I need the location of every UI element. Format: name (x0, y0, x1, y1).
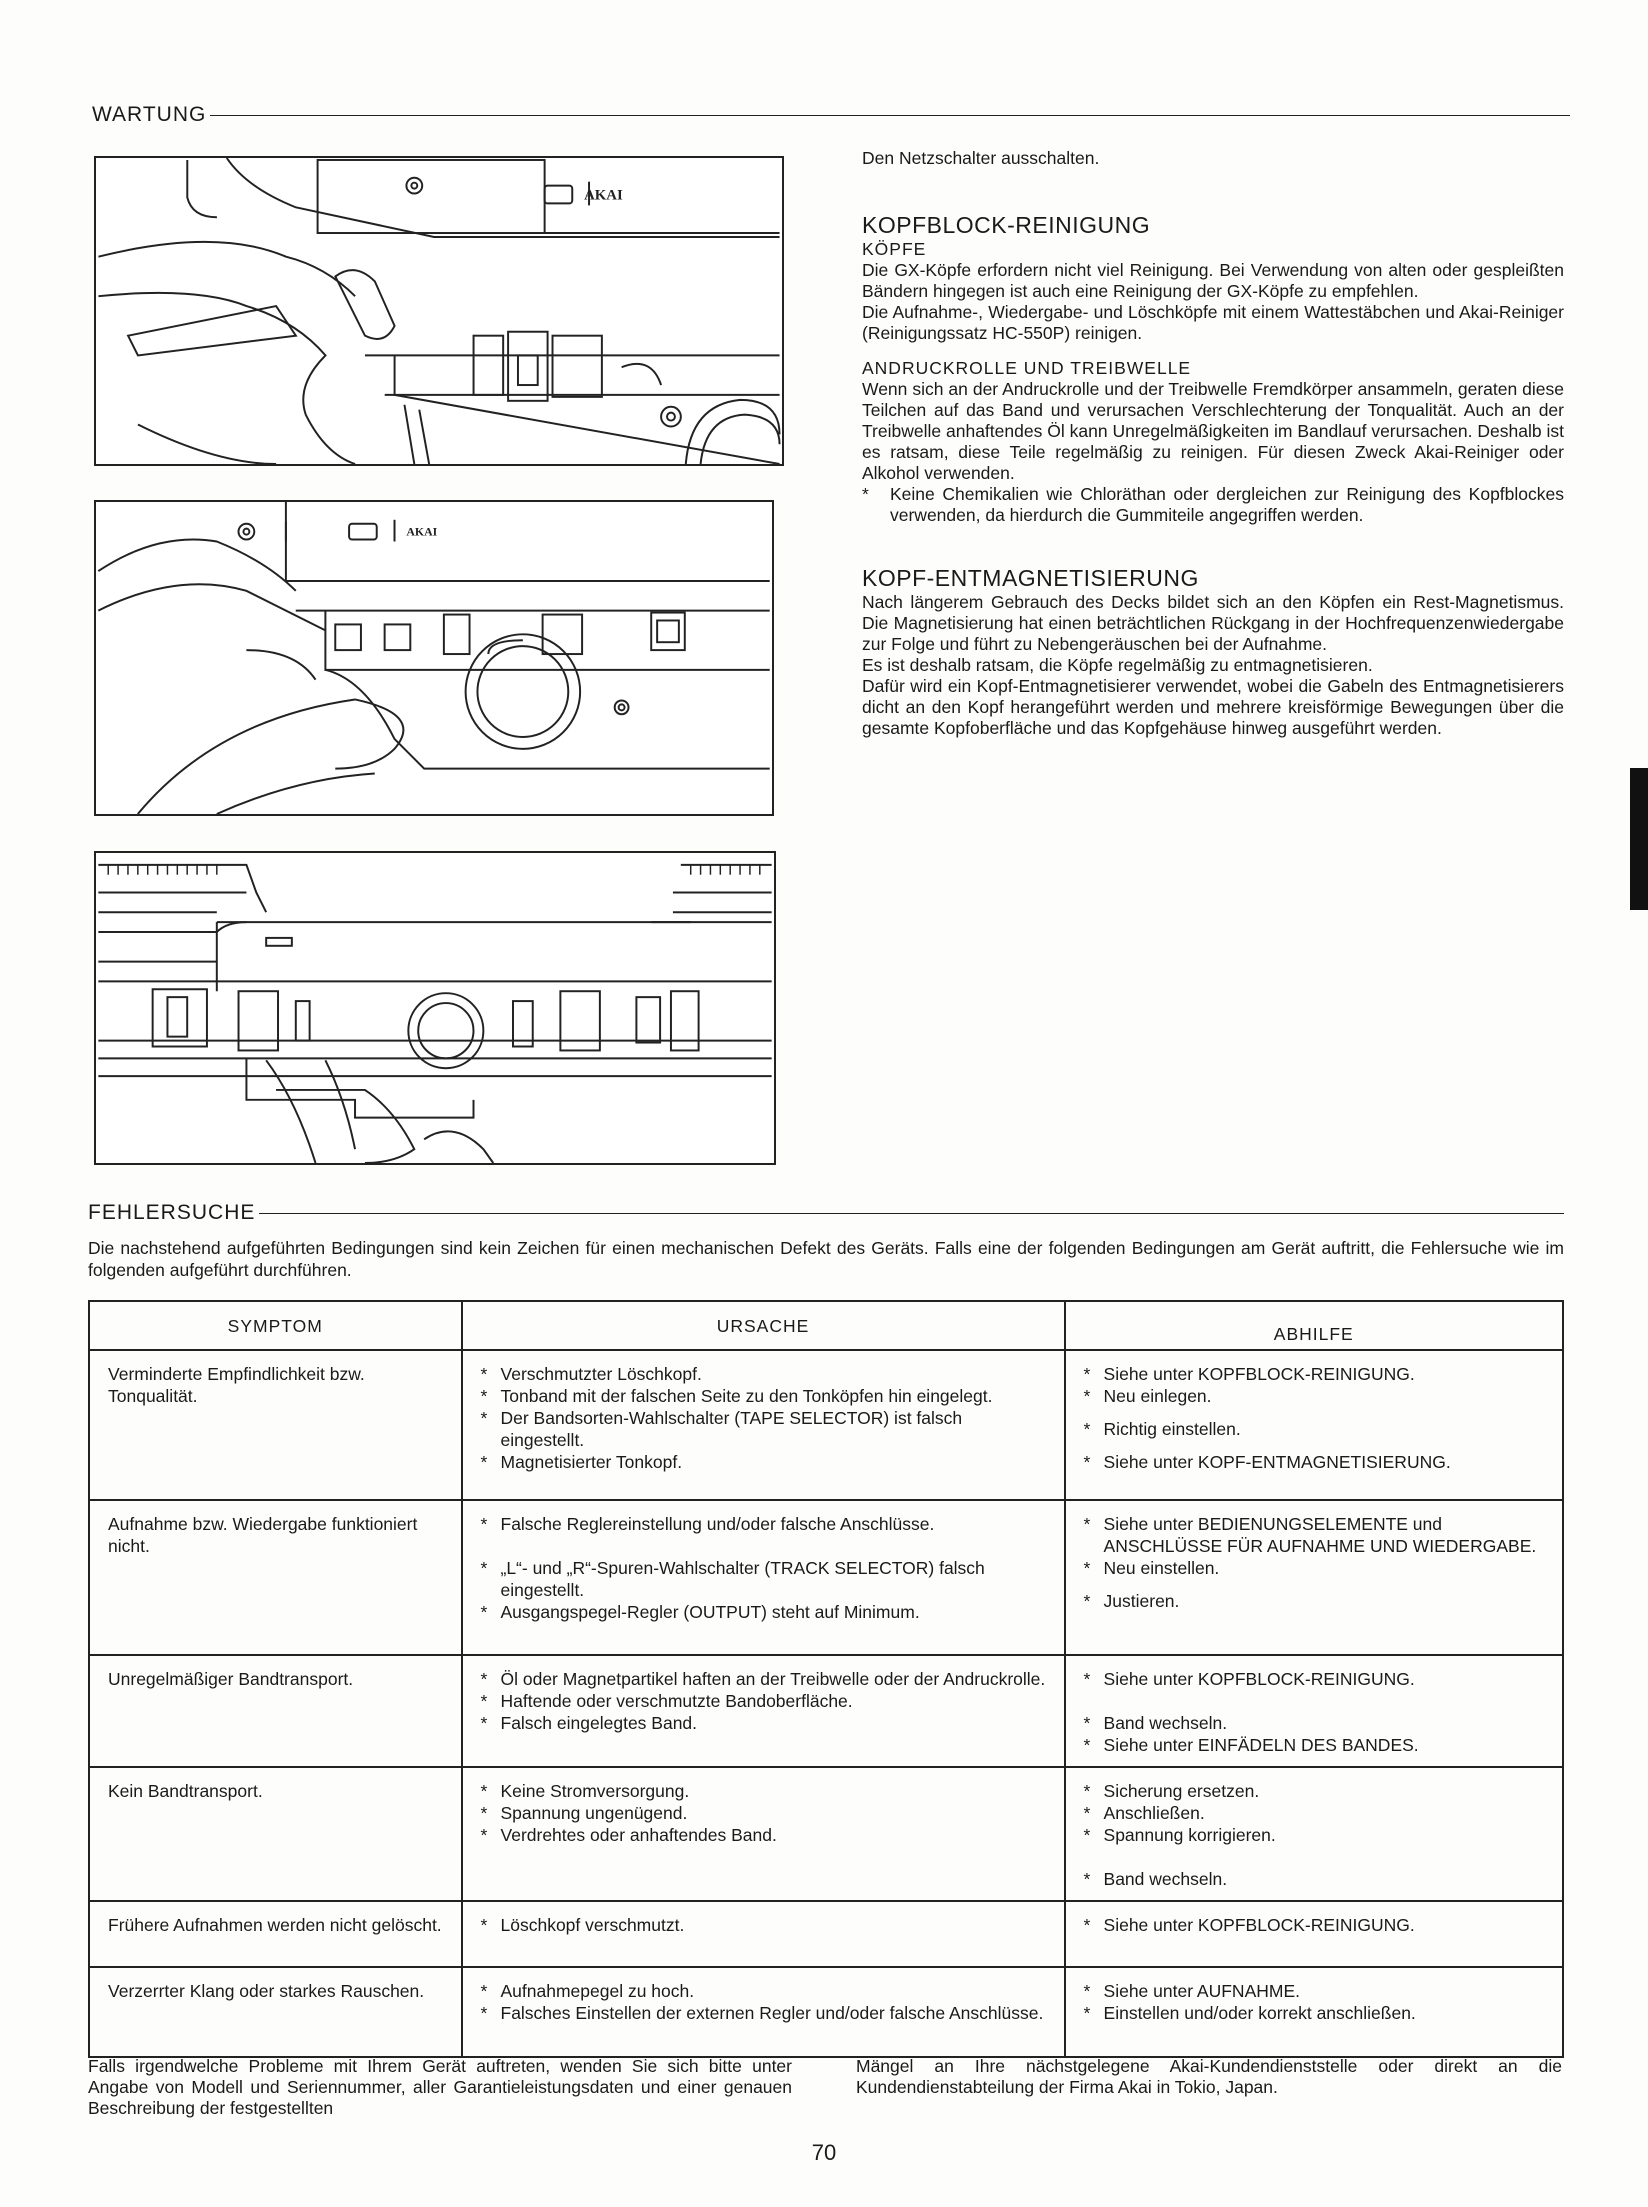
cause-text: Haftende oder verschmutzte Bandoberfläche. (500, 1691, 853, 1711)
bullet-asterisk: * (480, 1915, 488, 1935)
footer-right: Mängel an Ihre nächstgelegene Akai-Kundendienststelle oder direkt an die Kundendienstabteilung der Firma Akai in Tokio, Japan. (856, 2056, 1562, 2097)
list-item (481, 1712, 1050, 1734)
cause-cell (462, 1500, 1065, 1655)
remedy-text: Band wechseln. (1103, 1869, 1228, 1889)
list-item (481, 1601, 1050, 1623)
bullet-asterisk: * (1083, 1514, 1091, 1534)
degauss-paragraph-3: Dafür wird ein Kopf-Entmagnetisierer verwendet, wobei die Gabeln des Entmagnetisierers dicht an den Kopf herangeführt werden und mehrere kreisförmige Bewegungen über die gesamte Kopfoberfläche und das Kopfgehäuse hinweg ausgeführt werden. (862, 676, 1564, 738)
cause-text: Aufnahmepegel zu hoch. (500, 1981, 695, 2001)
roller-subtitle: ANDRUCKROLLE UND TREIBWELLE (862, 358, 1192, 378)
cause-text: Magnetisierter Tonkopf. (500, 1452, 683, 1472)
bullet-asterisk: * (480, 1602, 488, 1622)
bullet-asterisk: * (1083, 1825, 1091, 1845)
bullet-asterisk: * (480, 1713, 488, 1733)
list-item (1084, 1734, 1548, 1756)
list-item (1084, 1668, 1548, 1690)
remedy-text: Siehe unter KOPFBLOCK-REINIGUNG. (1103, 1669, 1415, 1689)
figure-pinch-roller-cleaning-drawing (96, 502, 772, 814)
table-row (89, 1655, 1563, 1767)
remedy-text: Justieren. (1103, 1591, 1180, 1611)
roller-paragraph: Wenn sich an der Andruckrolle und der Treibwelle Fremdkörper ansammeln, geraten diese Teilchen auf das Band und verursachen Verschlechterung der Tonqualität. Auch an der Treibwelle anhaftendes Öl kann Unregelmäßigkeiten im Bandlauf verursachen. Deshalb ist es ratsam, diese Teile regelmäßig zu reinigen. Für diesen Zweck Akai-Reiniger oder Alkohol verwenden. (862, 379, 1564, 483)
list-item (481, 1980, 1050, 2002)
cause-cell (462, 1655, 1065, 1767)
remedy-text: Siehe unter BEDIENUNGSELEMENTE und ANSCHLÜSSE FÜR AUFNAHME UND WIEDERGABE. (1103, 1514, 1537, 1556)
bullet-asterisk: * (1083, 1781, 1091, 1801)
remedy-text: Band wechseln. (1103, 1713, 1228, 1733)
roller-note-text: Keine Chemikalien wie Chloräthan oder dergleichen zur Reinigung des Kopfblockes verwenden, da hierdurch die Gummiteile angegriffen werden. (890, 484, 1564, 525)
list-item (1084, 1868, 1548, 1890)
remedy-cell (1065, 1350, 1563, 1500)
figure1-brand: AKAI (584, 187, 623, 204)
figure-head-demagnetizing (94, 851, 776, 1165)
bullet-asterisk: * (480, 1803, 488, 1823)
list-item (1084, 1385, 1548, 1407)
cause-text: Löschkopf verschmutzt. (500, 1915, 685, 1935)
cause-cell (462, 1350, 1065, 1500)
page-number: 70 (811, 2140, 837, 2165)
cause-text: Spannung ungenügend. (500, 1803, 688, 1823)
heads-subtitle: KÖPFE (862, 239, 927, 259)
cause-text: Ausgangspegel-Regler (OUTPUT) steht auf Minimum. (500, 1602, 920, 1622)
list-item (481, 1513, 1050, 1535)
remedy-text: Spannung korrigieren. (1103, 1825, 1276, 1845)
list-item (481, 1780, 1050, 1802)
symptom-cell: Verzerrter Klang oder starkes Rauschen. (89, 1967, 462, 2057)
remedy-text: Siehe unter EINFÄDELN DES BANDES. (1103, 1735, 1419, 1755)
list-item (1084, 1712, 1548, 1734)
figure-head-demagnetizing-drawing (96, 853, 774, 1163)
troubleshooting-title: FEHLERSUCHE (88, 1201, 256, 1224)
list-item (1084, 1980, 1548, 2002)
power-off-instruction: Den Netzschalter ausschalten. (862, 148, 1100, 168)
bullet-asterisk: * (1083, 1869, 1091, 1889)
degauss-paragraph-2: Es ist deshalb ratsam, die Köpfe regelmäßig zu entmagnetisieren. (862, 655, 1373, 675)
list-item (1084, 1802, 1548, 1824)
cause-cell (462, 1901, 1065, 1967)
head-cleaning-title: KOPFBLOCK-REINIGUNG (862, 212, 1151, 238)
bullet-asterisk: * (480, 1981, 488, 2001)
bullet-asterisk: * (480, 1781, 488, 1801)
degauss-paragraph-1: Nach längerem Gebrauch des Decks bildet sich an den Köpfen ein Rest-Magnetismus. Die Magnetisierung hat einen beträchtlichen Rückgang in der Hochfrequenzenwiedergabe zur Folge und führt zu Nebengeräuschen bei der Aufnahme. (862, 592, 1564, 654)
list-item (481, 1363, 1050, 1385)
bullet-asterisk: * (1083, 1981, 1091, 2001)
symptom-cell: Aufnahme bzw. Wiedergabe funktioniert nicht. (89, 1500, 462, 1655)
bullet-asterisk: * (1083, 1713, 1091, 1733)
footer-left: Falls irgendwelche Probleme mit Ihrem Gerät auftreten, wenden Sie sich bitte unter Angabe von Modell und Seriennummer, aller Garantieleistungsdaten und einer genauen Beschreibung der festgestellten (88, 2056, 792, 2118)
list-item (1084, 1513, 1548, 1557)
remedy-text: Anschließen. (1103, 1803, 1205, 1823)
table-row (89, 1967, 1563, 2057)
troubleshooting-table (88, 1300, 1564, 2058)
remedy-text: Richtig einstellen. (1103, 1419, 1241, 1439)
maintenance-header (92, 103, 1570, 127)
bullet-asterisk: * (1083, 1735, 1091, 1755)
cause-text: Verdrehtes oder anhaftendes Band. (500, 1825, 777, 1845)
remedy-text: Neu einlegen. (1103, 1386, 1212, 1406)
cause-cell (462, 1967, 1065, 2057)
bullet-asterisk: * (1083, 1419, 1091, 1439)
symptom-cell: Kein Bandtransport. (89, 1767, 462, 1901)
cause-text: Tonband mit der falschen Seite zu den Tonköpfen hin eingelegt. (500, 1386, 993, 1406)
bullet-asterisk: * (480, 2003, 488, 2023)
bullet-asterisk: * (1083, 1452, 1091, 1472)
symptom-cell: Frühere Aufnahmen werden nicht gelöscht. (89, 1901, 462, 1967)
figure-pinch-roller-cleaning (94, 500, 774, 816)
list-item (1084, 1824, 1548, 1846)
list-item (481, 1690, 1050, 1712)
list-item (1084, 1780, 1548, 1802)
note-asterisk: * (862, 484, 869, 504)
list-item (481, 1385, 1050, 1407)
bullet-asterisk: * (480, 1386, 488, 1406)
remedy-text: Siehe unter KOPF-ENTMAGNETISIERUNG. (1103, 1452, 1451, 1472)
cause-text: Verschmutzter Löschkopf. (500, 1364, 702, 1384)
figure-head-cleaning-swab (94, 156, 784, 466)
table-header-row (89, 1301, 1563, 1350)
remedy-text: Einstellen und/oder korrekt anschließen. (1103, 2003, 1416, 2023)
bullet-asterisk: * (1083, 1364, 1091, 1384)
table-row (89, 1901, 1563, 1967)
table-row (89, 1500, 1563, 1655)
cause-text: Falsches Einstellen der externen Regler und/oder falsche Anschlüsse. (500, 2003, 1044, 2023)
heads-paragraph-1: Die GX-Köpfe erfordern nicht viel Reinigung. Bei Verwendung von alten oder gespleißten Bändern hingegen ist auch eine Reinigung der GX-Köpfe zu empfehlen. (862, 260, 1564, 301)
list-item (481, 1802, 1050, 1824)
bullet-asterisk: * (1083, 1386, 1091, 1406)
header-rule (259, 1213, 1564, 1214)
degauss-title: KOPF-ENTMAGNETISIERUNG (862, 565, 1199, 591)
table-row (89, 1767, 1563, 1901)
list-item (481, 2002, 1050, 2024)
remedy-cell (1065, 1901, 1563, 1967)
maintenance-text (862, 148, 1564, 739)
remedy-text: Sicherung ersetzen. (1103, 1781, 1260, 1801)
roller-note (862, 484, 1564, 526)
cause-text: Falsch eingelegtes Band. (500, 1713, 698, 1733)
troubleshooting-intro: Die nachstehend aufgeführten Bedingungen sind kein Zeichen für einen mechanischen Defekt des Geräts. Falls eine der folgenden Bedingungen am Gerät auftritt, die Fehlersuche wie im folgenden aufgeführt durchführen. (88, 1238, 1564, 1280)
bullet-asterisk: * (1083, 2003, 1091, 2023)
header-rule (210, 115, 1570, 116)
bullet-asterisk: * (1083, 1591, 1091, 1611)
bullet-asterisk: * (480, 1825, 488, 1845)
col-symptom-header: SYMPTOM (89, 1301, 462, 1350)
list-item (1084, 1363, 1548, 1385)
bullet-asterisk: * (1083, 1669, 1091, 1689)
list-item (481, 1451, 1050, 1473)
list-item (481, 1557, 1050, 1601)
bullet-asterisk: * (480, 1408, 488, 1428)
list-item (481, 1914, 1050, 1936)
bullet-asterisk: * (480, 1364, 488, 1384)
list-item (1084, 1557, 1548, 1579)
col-cause-header: URSACHE (462, 1301, 1065, 1350)
cause-text: Keine Stromversorgung. (500, 1781, 690, 1801)
table-row (89, 1350, 1563, 1500)
remedy-cell (1065, 1967, 1563, 2057)
edge-index-tab (1630, 768, 1648, 910)
remedy-cell (1065, 1655, 1563, 1767)
cause-text: Der Bandsorten-Wahlschalter (TAPE SELECTOR) ist falsch eingestellt. (500, 1408, 963, 1450)
list-item (481, 1824, 1050, 1846)
list-item (1084, 1418, 1548, 1440)
maintenance-title: WARTUNG (92, 103, 207, 126)
heads-paragraph-2: Die Aufnahme-, Wiedergabe- und Löschköpfe mit einem Wattestäbchen und Akai-Reiniger (Reinigungssatz HC-550P) reinigen. (862, 302, 1564, 343)
remedy-text: Neu einstellen. (1103, 1558, 1220, 1578)
bullet-asterisk: * (480, 1452, 488, 1472)
bullet-asterisk: * (1083, 1558, 1091, 1578)
cause-text: Öl oder Magnetpartikel haften an der Treibwelle oder der Andruckrolle. (500, 1669, 1046, 1689)
list-item (481, 1407, 1050, 1451)
list-item (481, 1668, 1050, 1690)
bullet-asterisk: * (480, 1691, 488, 1711)
remedy-cell (1065, 1767, 1563, 1901)
bullet-asterisk: * (480, 1558, 488, 1578)
figure2-brand: AKAI (406, 524, 438, 539)
bullet-asterisk: * (480, 1669, 488, 1689)
list-item (1084, 1590, 1548, 1612)
remedy-text: Siehe unter KOPFBLOCK-REINIGUNG. (1103, 1364, 1415, 1384)
remedy-cell (1065, 1500, 1563, 1655)
list-item (1084, 2002, 1548, 2024)
troubleshooting-header (88, 1201, 1564, 1225)
bullet-asterisk: * (1083, 1915, 1091, 1935)
bullet-asterisk: * (480, 1514, 488, 1534)
cause-cell (462, 1767, 1065, 1901)
col-remedy-header: ABHILFE (1065, 1301, 1563, 1350)
cause-text: Falsche Reglereinstellung und/oder falsche Anschlüsse. (500, 1514, 935, 1534)
cause-text: „L“- und „R“-Spuren-Wahlschalter (TRACK SELECTOR) falsch eingestellt. (500, 1558, 985, 1600)
list-item (1084, 1451, 1548, 1473)
remedy-text: Siehe unter AUFNAHME. (1103, 1981, 1300, 2001)
symptom-cell: Verminderte Empfindlichkeit bzw. Tonqualität. (89, 1350, 462, 1500)
figure-head-cleaning-swab-drawing (96, 158, 782, 464)
remedy-text: Siehe unter KOPFBLOCK-REINIGUNG. (1103, 1915, 1415, 1935)
bullet-asterisk: * (1083, 1803, 1091, 1823)
symptom-cell: Unregelmäßiger Bandtransport. (89, 1655, 462, 1767)
list-item (1084, 1914, 1548, 1936)
